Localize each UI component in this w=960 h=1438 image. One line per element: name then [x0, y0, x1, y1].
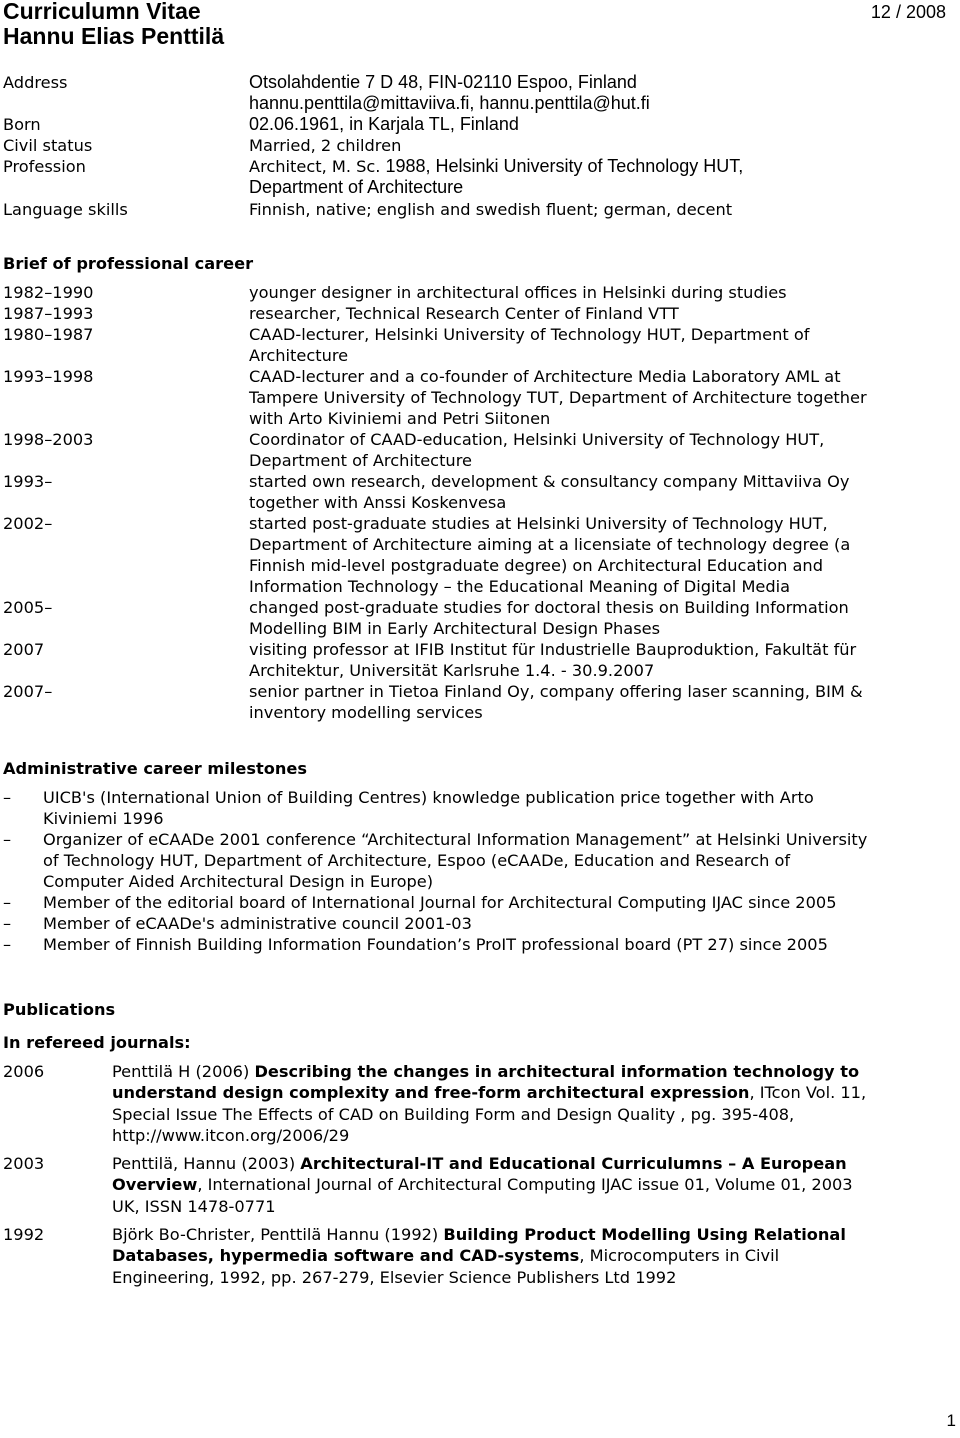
admin-milestone-text — [43, 787, 940, 829]
publication-citation-line — [112, 1125, 938, 1146]
publication-title-text: Describing the changes in architectural information technology to — [254, 1062, 860, 1081]
career-years: 1982–1990 — [3, 283, 94, 302]
document-title: Curriculumn Vitae — [3, 0, 201, 24]
publication-citation-line — [112, 1153, 938, 1174]
publication-text: , ITcon Vol. 11, — [749, 1083, 867, 1103]
career-years: 2007 — [3, 640, 45, 659]
career-years: 1987–1993 — [3, 304, 94, 323]
career-description — [249, 597, 940, 639]
admin-milestone-line: UICB's (International Union of Building Centres) knowledge publication price together with Arto — [43, 788, 814, 807]
admin-milestone-line: Member of eCAADe's administrative council 2001-03 — [43, 914, 472, 933]
career-description — [249, 366, 940, 429]
admin-milestone-line: Organizer of eCAADe 2001 conference “Architectural Information Management” at Helsinki University — [43, 830, 868, 849]
civil-status-value: Married, 2 children — [249, 136, 402, 155]
publication-title-text: understand design complexity and free-form architectural expression — [112, 1083, 750, 1103]
document-date: 12 / 2008 — [870, 2, 946, 22]
publication-citation — [112, 1224, 938, 1288]
publication-citation-line — [112, 1224, 938, 1245]
career-description — [249, 282, 940, 303]
career-years: 1993–1998 — [3, 367, 94, 386]
publication-text: Special Issue The Effects of CAD on Building Form and Design Quality , pg. 395-408, — [112, 1104, 795, 1124]
profession-label: Profession — [3, 157, 86, 176]
career-description-line: Information Technology – the Educational Meaning of Digital Media — [249, 577, 791, 596]
publication-year: 1992 — [3, 1225, 45, 1244]
career-description — [249, 681, 940, 723]
career-description-line: started post-graduate studies at Helsinki University of Technology HUT, — [249, 514, 828, 533]
career-description-line: Architektur, Universität Karlsruhe 1.4. - 30.9.2007 — [249, 661, 655, 680]
born-label: Born — [3, 115, 41, 134]
admin-milestone-line: Member of Finnish Building Information Foundation’s ProIT professional board (PT 27) since 2005 — [43, 935, 828, 954]
publication-text: Penttilä H (2006) — [112, 1062, 255, 1081]
email-addresses: hannu.penttila@mittaviiva.fi, hannu.penttila@hut.fi — [249, 93, 650, 113]
publication-text: , Microcomputers in Civil — [579, 1246, 780, 1266]
address-label: Address — [3, 73, 68, 92]
career-description-line: Finnish mid-level postgraduate degree) on Architectural Education and — [249, 556, 823, 575]
publications-heading: Publications — [3, 1000, 116, 1019]
page-number: 1 — [946, 1411, 956, 1430]
career-description — [249, 429, 940, 471]
career-description-line: researcher, Technical Research Center of Finland VTT — [249, 304, 679, 323]
career-description-line: inventory modelling services — [249, 703, 483, 722]
career-description — [249, 471, 940, 513]
publication-citation — [112, 1061, 938, 1146]
publication-text: http://www.itcon.org/2006/29 — [112, 1125, 350, 1145]
publication-citation-line — [112, 1104, 938, 1125]
career-years: 2002– — [3, 514, 53, 533]
publication-text: Björk Bo-Christer, Penttilä Hannu (1992) — [112, 1225, 444, 1244]
career-heading: Brief of professional career — [3, 254, 254, 273]
career-description-line: CAAD-lecturer and a co-founder of Architecture Media Laboratory AML at — [249, 367, 841, 386]
publication-title-text: Building Product Modelling Using Relational — [443, 1225, 846, 1244]
publication-citation — [112, 1153, 938, 1217]
address-line-1: Otsolahdentie 7 D 48, FIN-02110 Espoo, Finland — [249, 72, 637, 92]
career-description-line: younger designer in architectural offices in Helsinki during studies — [249, 283, 787, 302]
admin-milestone-text — [43, 829, 940, 892]
dash-bullet: – — [3, 935, 12, 954]
language-label: Language skills — [3, 200, 128, 219]
career-description-line: started own research, development & consultancy company Mittaviiva Oy — [249, 472, 850, 491]
admin-milestone-line: Member of the editorial board of International Journal for Architectural Computing IJAC since 2005 — [43, 893, 837, 912]
publication-citation-line — [112, 1245, 938, 1266]
career-years: 2007– — [3, 682, 53, 701]
career-description-line: Modelling BIM in Early Architectural Design Phases — [249, 619, 661, 638]
publication-text: , International Journal of Architectural Computing IJAC issue 01, Volume 01, 2003 — [197, 1175, 853, 1195]
civil-status-label: Civil status — [3, 136, 93, 155]
career-description-line: CAAD-lecturer, Helsinki University of Technology HUT, Department of — [249, 325, 810, 344]
dash-bullet: – — [3, 914, 12, 933]
born-value: 02.06.1961, in Karjala TL, Finland — [249, 114, 519, 134]
career-years: 1993– — [3, 472, 53, 491]
publication-year: 2003 — [3, 1154, 45, 1173]
profession-value: Architect, M. Sc. 1988, Helsinki University of Technology HUT, — [249, 156, 744, 176]
career-description-line: visiting professor at IFIB Institut für Industrielle Bauproduktion, Fakultät für — [249, 640, 857, 659]
admin-milestone-line: Kiviniemi 1996 — [43, 809, 164, 828]
publication-citation-line — [112, 1061, 938, 1082]
person-name: Hannu Elias Penttilä — [3, 23, 225, 49]
publication-title-text: Overview — [112, 1175, 198, 1195]
career-description-line: Coordinator of CAAD-education, Helsinki University of Technology HUT, — [249, 430, 825, 449]
publication-year: 2006 — [3, 1062, 45, 1081]
publication-citation-line — [112, 1267, 938, 1288]
language-value: Finnish, native; english and swedish fluent; german, decent — [249, 200, 733, 219]
admin-milestone-text — [43, 913, 940, 934]
dash-bullet: – — [3, 893, 12, 912]
publication-citation-line — [112, 1082, 938, 1103]
publication-title-text: Databases, hypermedia software and CAD-systems — [112, 1246, 580, 1266]
career-description-line: changed post-graduate studies for doctoral thesis on Building Information — [249, 598, 849, 617]
profession-department: Department of Architecture — [249, 177, 464, 197]
career-description — [249, 324, 940, 366]
career-description-line: Tampere University of Technology TUT, Department of Architecture together — [249, 388, 867, 407]
admin-heading: Administrative career milestones — [3, 759, 307, 778]
career-description-line: with Arto Kiviniemi and Petri Siitonen — [249, 409, 551, 428]
career-description — [249, 639, 940, 681]
admin-milestone-text — [43, 934, 940, 955]
admin-milestone-text — [43, 892, 940, 913]
career-description-line: together with Anssi Koskenvesa — [249, 493, 507, 512]
career-description — [249, 303, 940, 324]
career-description-line: senior partner in Tietoa Finland Oy, company offering laser scanning, BIM & — [249, 682, 863, 701]
publication-text: Penttilä, Hannu (2003) — [112, 1154, 301, 1173]
refereed-journals-heading: In refereed journals: — [3, 1033, 191, 1052]
publication-citation-line — [112, 1196, 938, 1217]
dash-bullet: – — [3, 830, 12, 849]
career-description-line: Architecture — [249, 346, 349, 365]
admin-milestone-line: Computer Aided Architectural Design in Europe) — [43, 872, 434, 891]
career-description-line: Department of Architecture aiming at a licensiate of technology degree (a — [249, 535, 851, 554]
career-description — [249, 513, 940, 597]
publication-text: Engineering, 1992, pp. 267-279, Elsevier Science Publishers Ltd 1992 — [112, 1267, 677, 1287]
career-years: 1980–1987 — [3, 325, 94, 344]
career-years: 2005– — [3, 598, 53, 617]
publication-text: UK, ISSN 1478-0771 — [112, 1196, 276, 1216]
career-description-line: Department of Architecture — [249, 451, 472, 470]
dash-bullet: – — [3, 788, 12, 807]
publication-title-text: Architectural-IT and Educational Curriculumns – A European — [300, 1154, 847, 1173]
publication-citation-line — [112, 1174, 938, 1195]
career-years: 1998–2003 — [3, 430, 94, 449]
admin-milestone-line: of Technology HUT, Department of Architecture, Espoo (eCAADe, Education and Research of — [43, 851, 791, 870]
